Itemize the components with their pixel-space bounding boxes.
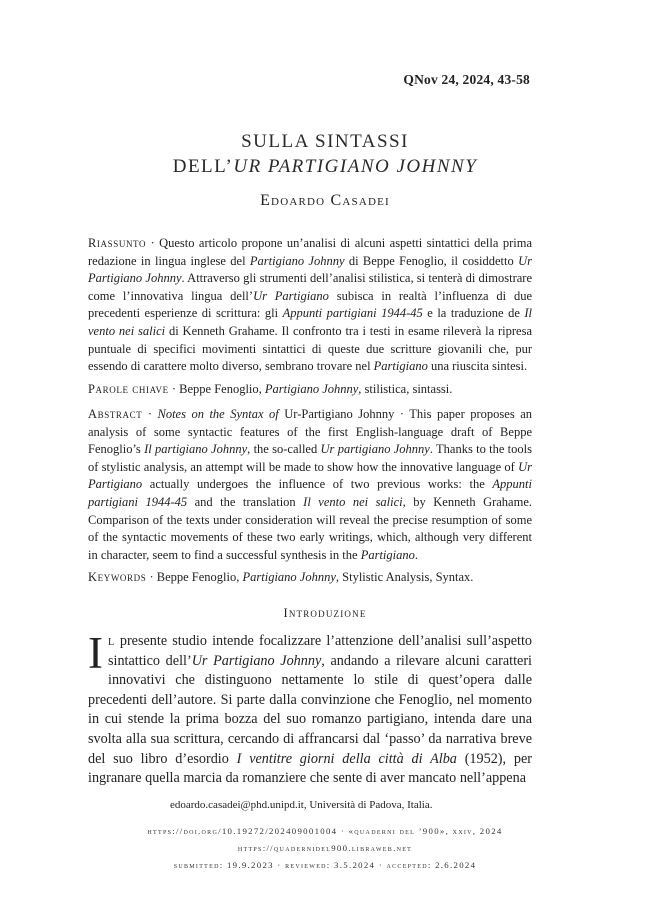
riassunto-text: . Attraverso gli strumenti dell’analisi stilistica, si tenterà di dimostrare come l’innovativa lingua dell’: [88, 271, 533, 303]
body-text: (1952), per ingranare quella marcia da romanziere che sente di aver mancato nell’appena: [88, 750, 532, 787]
keywords-text: Beppe Fenoglio,: [156, 570, 243, 584]
abstract-text: actually undergoes the influence of two previous works: the: [142, 477, 493, 492]
parole-chiave-italic: Partigiano Johnny: [264, 382, 359, 396]
keywords-label: Keywords: [88, 570, 147, 584]
riassunto-text: di Kenneth Grahame. Il confronto tra i testi in esame rileverà la ripresa puntuale di specifici movimenti sintattici di queste due scritture giovanili che, pur essendo di carattere molto diverso, sembrano trovare nel: [88, 323, 533, 374]
body-italic: I ventitre giorni della città di Alba: [236, 750, 457, 767]
riassunto-text: di Beppe Fenoglio, il cosiddetto: [344, 253, 519, 268]
riassunto-text: e la traduzione de: [422, 306, 525, 321]
author-footnote: edoardo.casadei@phd.unipd.it, Università di Padova, Italia.: [170, 799, 433, 811]
riassunto-text: subisca in realtà l’influenza di due precedenti esperienze di scrittura: gli: [88, 288, 532, 321]
drop-cap: I: [88, 628, 103, 678]
abstract-text: and the translation: [187, 494, 304, 509]
article-title-line-1: SULLA SINTASSI: [241, 131, 409, 152]
riassunto-italic: Il vento nei salici: [88, 306, 533, 338]
author-name: Edoardo Casadei: [260, 192, 390, 209]
abstract-italic: Il partigiano Johnny: [144, 442, 248, 457]
body-text: presente studio intende focalizzare l’attenzione dell’analisi sull’aspetto sintattico dell’: [108, 633, 532, 669]
parole-chiave-text: , stilistica, sintassi.: [358, 382, 453, 396]
abstract-text: Ur-Partigiano Johnny: [284, 407, 395, 421]
abstract-text: , by Kenneth Grahame. Comparison of the texts under consideration will reveal the precise resumption of some of the syntactic movements of these two early writings, which, although very different in character, seem to find a successful synthesis in the: [88, 494, 532, 562]
first-word-rest: l: [108, 633, 115, 649]
riassunto-text: una riuscita sintesi.: [427, 359, 528, 374]
abstract-italic: Il vento nei salici: [303, 494, 403, 509]
abstract-italic: Ur partigiano Johnny: [320, 442, 430, 457]
separator: ·: [146, 570, 157, 584]
separator: ·: [168, 382, 180, 396]
title-italic: UR PARTIGIANO JOHNNY: [233, 156, 478, 177]
submission-dates: submitted: 19.9.2023 · reviewed: 3.5.2024 · accepted: 2.6.2024: [173, 860, 477, 870]
parole-chiave-text: Beppe Fenoglio,: [179, 382, 265, 396]
title-prefix: DELL’: [172, 156, 234, 177]
article-title-line-2: [0, 156, 650, 178]
body-paragraph: [88, 628, 532, 789]
riassunto-italic: Appunti partigiani 1944-45: [282, 306, 423, 321]
abstract-italic: Ur Partigiano: [88, 459, 532, 492]
riassunto-italic: Ur Partigiano Johnny: [88, 253, 532, 286]
riassunto-italic: Partigiano Johnny: [249, 253, 345, 268]
abstract-italic: Partigiano: [360, 547, 415, 562]
body-text: , andando a rilevare alcuni caratteri innovativi che distinguono nettamente lo stile di quest’opera dalle precedenti dell’autore. Si parte dalla convinzione che Fenoglio, nel momento in cui stende la prima bozza del suo romanzo partigiano, intenda dare una svolta alla sua scrittura, cercando di affrancarsi dal ‘passo’ da narrativa breve del suo libro d’esordio: [88, 652, 532, 767]
abstract-text: . Thanks to the tools of stylistic analysis, an attempt will be made to show how the innovative language of: [88, 442, 532, 474]
riassunto-paragraph: [88, 235, 532, 376]
body-italic: Ur Partigiano Johnny: [191, 652, 322, 669]
separator: ·: [146, 236, 160, 250]
riassunto-italic: Partigiano: [373, 359, 428, 374]
riassunto-label: Riassunto: [88, 236, 147, 250]
parole-chiave-paragraph: [88, 381, 532, 399]
keywords-text: , Stylistic Analysis, Syntax.: [335, 570, 474, 584]
running-head: QNov 24, 2024, 43-58: [403, 72, 530, 87]
parole-chiave-label: Parole chiave: [88, 382, 169, 396]
abstract-text: · This paper proposes an analysis of some syntactic features of the first English-language draft of Beppe Fenoglio’s: [88, 407, 532, 457]
keywords-italic: Partigiano Johnny: [242, 570, 336, 584]
separator: ·: [142, 407, 158, 421]
doi-line: https://doi.org/10.19272/202409001004 · «quaderni del ’900», xxiv, 2024: [147, 826, 503, 836]
abstract-italic: Appunti partigiani 1944-45: [88, 477, 532, 509]
abstract-italic: Notes on the Syntax of: [157, 407, 285, 421]
abstract-text: .: [414, 547, 418, 562]
journal-url: https://quadernidel900.libraweb.net: [237, 843, 413, 853]
abstract-paragraph: [88, 406, 532, 564]
riassunto-text: Questo articolo propone un’analisi di alcuni aspetti sintattici della prima redazione in lingua inglese del: [88, 236, 532, 268]
riassunto-italic: Ur Partigiano: [253, 288, 329, 303]
keywords-paragraph: [88, 569, 532, 587]
abstract-label: Abstract: [88, 407, 143, 421]
abstract-text: , the so-called: [247, 442, 321, 457]
section-heading: Introduzione: [283, 606, 367, 620]
